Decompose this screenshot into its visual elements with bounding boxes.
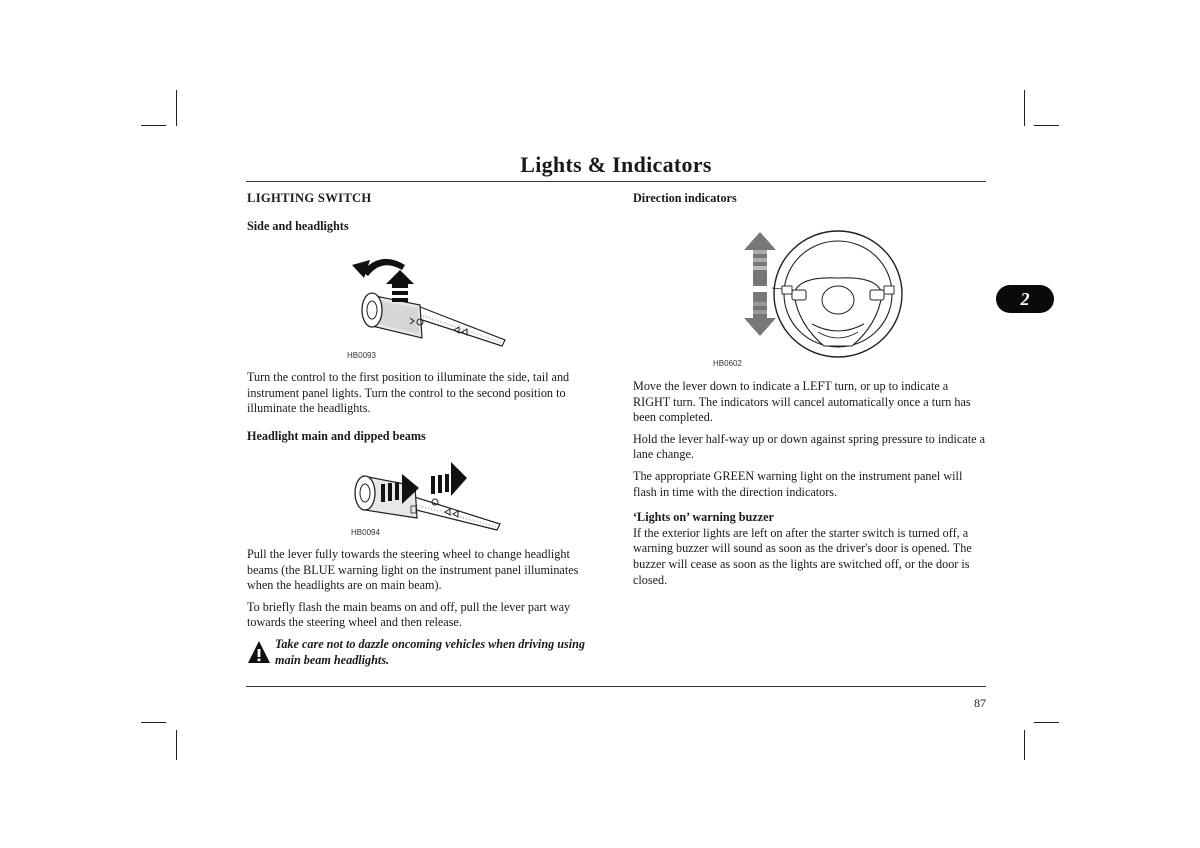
subheading-main-dipped: Headlight main and dipped beams (247, 428, 426, 443)
figure-code-hb0093: HB0093 (347, 351, 376, 360)
title-rule (246, 181, 986, 182)
subheading-warning-buzzer: ‘Lights on’ warning buzzer (633, 510, 774, 525)
paragraph-direction-1: Move the lever down to indicate a LEFT turn, or up to indicate a RIGHT turn. The indicators will cancel automatically once a turn has been completed. (633, 379, 971, 425)
paragraph-main-dipped-2: To briefly flash the main beams on and off, pull the lever part way towards the steering wheel and then release. (247, 599, 571, 630)
side-headlights-body (247, 370, 602, 444)
crop-mark-tl-h (141, 125, 166, 126)
paragraph-side-headlights: Turn the control to the first position to illuminate the side, tail and instrument panel lights. Turn the control to the second position to illuminate the headlights. (247, 370, 570, 416)
page-number: 87 (974, 696, 986, 710)
figure-steering-wheel-indicator (720, 228, 920, 368)
crop-mark-bl-v (176, 730, 177, 760)
figure-code-hb0094: HB0094 (351, 528, 380, 537)
footer-rule (246, 686, 986, 687)
crop-mark-br-h (1034, 722, 1059, 723)
right-column (633, 191, 988, 207)
figure-headlight-beam-lever (345, 458, 505, 533)
main-dipped-body (247, 547, 602, 637)
warning-triangle-icon (247, 640, 271, 664)
page-title: Lights & Indicators (520, 152, 712, 177)
crop-mark-br-v (1024, 730, 1025, 760)
crop-mark-tr-v (1024, 90, 1025, 126)
paragraph-main-dipped-1: Pull the lever fully towards the steering wheel to change headlight beams (the BLUE warning light on the instrument panel illuminates when the headlights are on main beam). (247, 547, 579, 593)
crop-mark-tr-h (1034, 125, 1059, 126)
figure-lighting-switch-rotate (340, 250, 510, 350)
figure-code-hb0602: HB0602 (713, 359, 742, 368)
direction-body (633, 379, 988, 594)
subheading-direction-indicators: Direction indicators (633, 191, 737, 205)
warning-text: Take care not to dazzle oncoming vehicles when driving using main beam headlights. (275, 637, 586, 667)
subheading-side-headlights: Side and headlights (247, 218, 349, 233)
left-column (247, 191, 602, 234)
chapter-tab[interactable]: 2 (996, 285, 1054, 313)
paragraph-warning-buzzer: If the exterior lights are left on after the starter switch is turned off, a warning buzzer will sound as soon as the driver's door is opened. The buzzer will cease as soon as the lights are switched off, or the door is closed. (633, 525, 972, 587)
paragraph-direction-2: Hold the lever half-way up or down against spring pressure to indicate a lane change. (633, 431, 985, 462)
paragraph-direction-3: The appropriate GREEN warning light on the instrument panel will flash in time with the direction indicators. (633, 468, 963, 499)
crop-mark-tl-v (176, 90, 177, 126)
section-heading-lighting-switch: LIGHTING SWITCH (247, 191, 372, 205)
crop-mark-bl-h (141, 722, 166, 723)
